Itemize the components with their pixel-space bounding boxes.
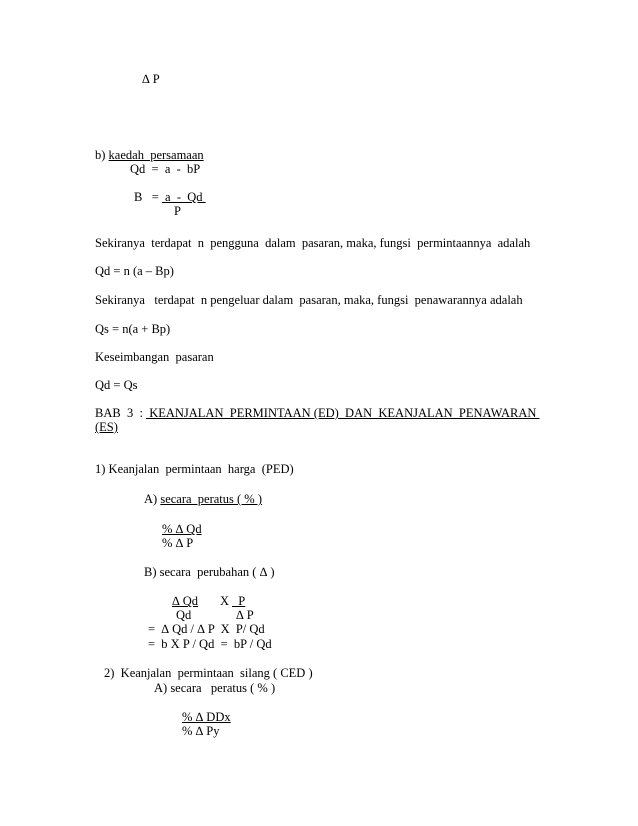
ced-numerator: % ∆ DDx (182, 710, 231, 724)
equation-market-demand: Qd = n (a – Bp) (95, 264, 174, 278)
equation-b-denominator: P (174, 204, 181, 218)
price-numerator: P (232, 594, 246, 608)
equation-b (134, 190, 206, 204)
section-b-marker: b) (95, 148, 109, 162)
equation-step-1: = ∆ Qd / ∆ P X P/ Qd (148, 622, 265, 636)
ped-numerator: % ∆ Qd (162, 522, 202, 536)
heading-market-equilibrium: Keseimbangan pasaran (95, 350, 214, 364)
equation-step-2: = b X P / Qd = bP / Qd (148, 637, 272, 651)
change-denominator: Qd (176, 608, 192, 622)
subheading-change: B) secara perubahan ( ∆ ) (144, 565, 275, 579)
subheading-a-marker: A) (144, 492, 161, 506)
subheading-percentage (144, 492, 262, 506)
equation-b-lhs: B = (134, 190, 162, 204)
paragraph-demand-function: Sekiranya terdapat n pengguna dalam pasaran, maka, fungsi permintaannya adalah (95, 236, 531, 250)
heading-ped: 1) Keanjalan permintaan harga (PED) (95, 462, 294, 476)
ped-denominator: % ∆ P (162, 536, 194, 550)
price-denominator: ∆ P (236, 608, 254, 622)
chapter-title: KEANJALAN PERMINTAAN (ED) DAN KEANJALAN PENAWARAN (146, 406, 540, 420)
heading-ced: 2) Keanjalan permintaan silang ( CED ) (104, 666, 313, 680)
equation-qd: Qd = a - bP (130, 162, 201, 176)
delta-p-denominator: ∆ P (142, 72, 160, 86)
chapter-heading (95, 406, 540, 420)
section-b-heading (95, 148, 204, 162)
subheading-ced-percentage: A) secara peratus ( % ) (154, 681, 276, 695)
chapter-title-continued: (ES) (95, 420, 118, 434)
subheading-a-title: secara peratus ( % ) (160, 492, 263, 506)
multiply-sign: X (220, 594, 230, 608)
paragraph-supply-function: Sekiranya terdapat n pengeluar dalam pasaran, maka, fungsi penawarannya adalah (95, 293, 523, 307)
change-numerator: ∆ Qd (172, 594, 199, 608)
equation-market-supply: Qs = n(a + Bp) (95, 322, 171, 336)
equation-b-numerator: a - Qd (161, 190, 206, 204)
chapter-number: BAB 3 : (95, 406, 147, 420)
section-b-title: kaedah persamaan (108, 148, 204, 162)
ced-denominator: % ∆ Py (182, 724, 220, 738)
equation-equilibrium: Qd = Qs (95, 378, 138, 392)
